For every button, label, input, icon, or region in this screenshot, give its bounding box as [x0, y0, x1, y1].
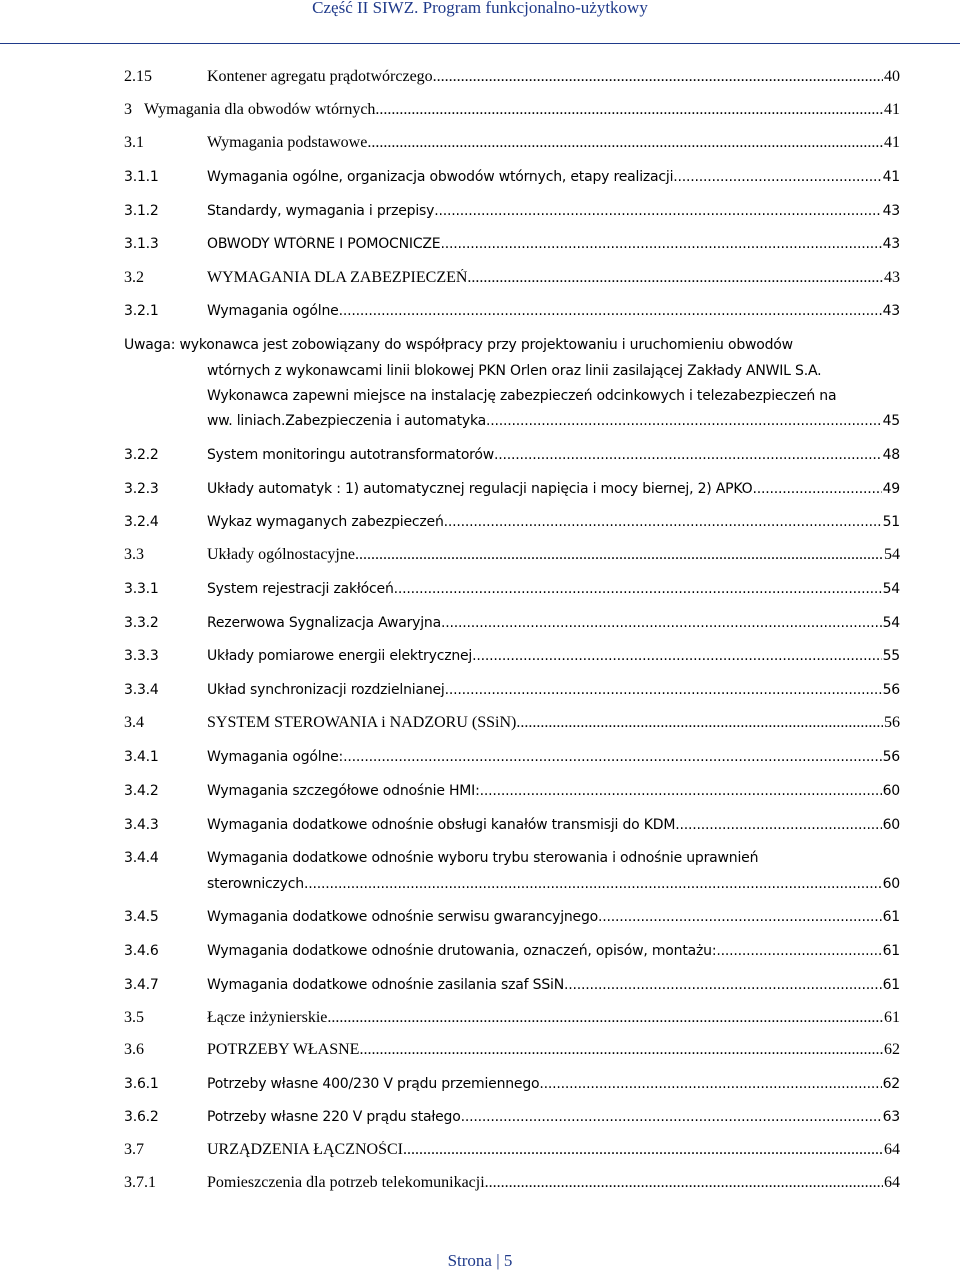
toc-leader: [752, 481, 881, 497]
toc-leader: [485, 1174, 883, 1192]
toc-number: 3.4.5: [124, 909, 159, 925]
toc-number: 3.2.3: [124, 481, 159, 497]
toc-page: 60: [882, 783, 900, 799]
toc-title: System rejestracji zakłóceń.: [207, 581, 398, 597]
toc-page: 43: [884, 269, 900, 286]
toc-number: 3.4.4: [124, 850, 159, 866]
note-text: wtórnych z wykonawcami linii blokowej PKN Orlen oraz linii zasilającej Zakłady ANWIL S.A.: [207, 363, 822, 379]
toc-leader: [339, 303, 882, 319]
toc-leader: [434, 203, 881, 219]
toc-page: 62: [882, 1076, 900, 1092]
toc-title: sterowniczych: [207, 876, 304, 892]
toc-number: 3.3: [124, 546, 144, 563]
toc-page: 62: [884, 1041, 900, 1058]
toc-title: Kontener agregatu prądotwórczego.: [207, 68, 437, 85]
toc-title: POTRZEBY WŁASNE: [207, 1041, 360, 1058]
toc-leader: [343, 749, 882, 765]
toc-number: 3.3.4: [124, 682, 159, 698]
toc-leader: [403, 1141, 883, 1159]
toc-title: Wymagania szczegółowe odnośnie HMI:: [207, 783, 480, 799]
toc-leader: [448, 514, 882, 530]
toc-title: OBWODY WTÓRNE I POMOCNICZE: [207, 236, 441, 252]
page-header: [0, 0, 960, 44]
toc-number: 3.1: [124, 134, 144, 151]
toc-page: 54: [882, 615, 900, 631]
toc-leader: [598, 909, 882, 925]
header-divider: [0, 43, 960, 44]
toc-page: 56: [884, 714, 900, 731]
toc-number: 3: [124, 101, 132, 118]
toc-leader: [678, 169, 882, 185]
toc-leader: [486, 413, 882, 429]
note-text: Uwaga: wykonawca jest zobowiązany do współpracy przy projektowaniu i uruchomieniu obwodów: [124, 337, 793, 353]
toc-title: WYMAGANIA DLA ZABEZPIECZEŃ: [207, 269, 468, 286]
toc-title: System monitoringu autotransformatorów: [207, 447, 495, 463]
toc-number: 3.6: [124, 1041, 144, 1058]
toc-leader: [564, 977, 882, 993]
toc-title: URZĄDZENIA ŁĄCZNOŚCI: [207, 1141, 403, 1158]
note-text: Wykonawca zapewni miejsce na instalację zabezpieczeń odcinkowych i telezabezpieczeń na: [207, 388, 837, 404]
page-number: Strona | 5: [447, 1251, 513, 1270]
toc-title: ww. liniach.Zabezpieczenia i automatyka: [207, 413, 486, 429]
toc-title: Wymagania dla obwodów wtórnych: [144, 101, 376, 118]
toc-page: 43: [882, 203, 900, 219]
toc-leader: [437, 68, 883, 86]
toc-number: 3.1.3: [124, 236, 159, 252]
toc-leader: [461, 1109, 882, 1125]
toc-number: 3.2.4: [124, 514, 159, 530]
toc-number: 3.7.1: [124, 1174, 156, 1191]
toc-leader: [480, 783, 882, 799]
toc-number: 3.1.1: [124, 169, 159, 185]
toc-number: 3.2.1: [124, 303, 159, 319]
toc-page: 63: [882, 1109, 900, 1125]
toc-number: 3.2.2: [124, 447, 159, 463]
toc-number: 3.4.6: [124, 943, 159, 959]
toc-leader: [367, 134, 883, 152]
toc-number: 3.6.1: [124, 1076, 159, 1092]
toc-page: 61: [882, 943, 900, 959]
toc-title: Pomieszczenia dla potrzeb telekomunikacji: [207, 1174, 485, 1191]
page-footer: [0, 1251, 960, 1271]
toc-page: 60: [882, 876, 900, 892]
toc-page: 56: [882, 682, 900, 698]
toc-leader: [516, 714, 883, 732]
toc-title: Wymagania ogólne, organizacja obwodów wtórnych, etapy realizacji.: [207, 169, 678, 185]
toc-leader: [494, 447, 882, 463]
toc-number: 3.3.2: [124, 615, 159, 631]
toc-leader: [304, 876, 882, 892]
toc-number: 3.4.2: [124, 783, 159, 799]
toc-leader: [539, 1076, 881, 1092]
toc-page: 43: [882, 303, 900, 319]
toc-title: Rezerwowa Sygnalizacja Awaryjna: [207, 615, 441, 631]
toc-number: 3.6.2: [124, 1109, 159, 1125]
toc-title: Wymagania dodatkowe odnośnie zasilania szaf SSiN: [207, 977, 564, 993]
toc-title: Wymagania dodatkowe odnośnie obsługi kanałów transmisji do KDM: [207, 817, 676, 833]
toc-title: Układ synchronizacji rozdzielnianej: [207, 682, 445, 698]
toc-page: 49: [882, 481, 900, 497]
toc-leader: [359, 546, 883, 564]
toc-page: 51: [882, 514, 900, 530]
toc-number: 3.3.1: [124, 581, 159, 597]
toc-page: 61: [884, 1009, 900, 1026]
toc-number: 3.3.3: [124, 648, 159, 664]
toc-title: Standardy, wymagania i przepisy: [207, 203, 435, 219]
toc-page: 55: [882, 648, 900, 664]
toc-page: 64: [884, 1174, 900, 1191]
toc-page: 61: [882, 977, 900, 993]
toc-leader: [398, 581, 882, 597]
toc-leader: [440, 236, 881, 252]
toc-title: Potrzeby własne 400/230 V prądu przemiennego: [207, 1076, 540, 1092]
toc-leader: [716, 943, 881, 959]
toc-leader: [359, 1041, 883, 1059]
toc-title: Układy pomiarowe energii elektrycznej: [207, 648, 473, 664]
toc-page: 54: [884, 546, 900, 563]
toc-page: 41: [884, 101, 900, 118]
toc-page: 45: [882, 413, 900, 429]
toc-title: Wymagania dodatkowe odnośnie wyboru trybu sterowania i odnośnie uprawnień: [207, 850, 759, 866]
toc-title: Łącze inżynierskie: [207, 1009, 328, 1026]
toc-number: 3.4.1: [124, 749, 159, 765]
toc-leader: [467, 269, 883, 287]
toc-title: SYSTEM STEROWANIA i NADZORU (SSiN): [207, 714, 517, 731]
toc-page: 60: [882, 817, 900, 833]
toc-title: Układy ogólnostacyjne.: [207, 546, 359, 563]
toc-page: 54: [882, 581, 900, 597]
toc-page: 61: [882, 909, 900, 925]
toc-title: Układy automatyk : 1) automatycznej regulacji napięcia i mocy biernej, 2) APKO: [207, 481, 753, 497]
toc-page: 41: [882, 169, 900, 185]
toc-leader: [472, 648, 881, 664]
toc-title: Wymagania podstawowe: [207, 134, 368, 151]
toc-number: 2.15: [124, 68, 152, 85]
toc-number: 3.7: [124, 1141, 144, 1158]
toc-leader: [327, 1009, 883, 1027]
toc-title: Wymagania dodatkowe odnośnie serwisu gwarancyjnego: [207, 909, 599, 925]
toc-page: 41: [884, 134, 900, 151]
toc-leader: [375, 101, 883, 119]
toc-number: 3.1.2: [124, 203, 159, 219]
toc-page: 48: [882, 447, 900, 463]
toc-number: 3.2: [124, 269, 144, 286]
toc-leader: [445, 682, 882, 698]
toc-page: 64: [884, 1141, 900, 1158]
toc-leader: [675, 817, 881, 833]
toc-number: 3.4: [124, 714, 144, 731]
toc-title: Wymagania ogólne:: [207, 749, 344, 765]
toc-title: Wykaz wymaganych zabezpieczeń.: [207, 514, 448, 530]
toc-title: Wymagania dodatkowe odnośnie drutowania, oznaczeń, opisów, montażu:: [207, 943, 717, 959]
toc-number: 3.5: [124, 1009, 144, 1026]
toc-page: 40: [884, 68, 900, 85]
toc-title: Wymagania ogólne: [207, 303, 339, 319]
toc-page: 56: [882, 749, 900, 765]
header-title: Część II SIWZ. Program funkcjonalno-użytkowy: [312, 0, 648, 17]
toc-leader: [441, 615, 882, 631]
toc-page: 43: [882, 236, 900, 252]
toc-number: 3.4.7: [124, 977, 159, 993]
toc-number: 3.4.3: [124, 817, 159, 833]
toc-title: Potrzeby własne 220 V prądu stałego: [207, 1109, 461, 1125]
